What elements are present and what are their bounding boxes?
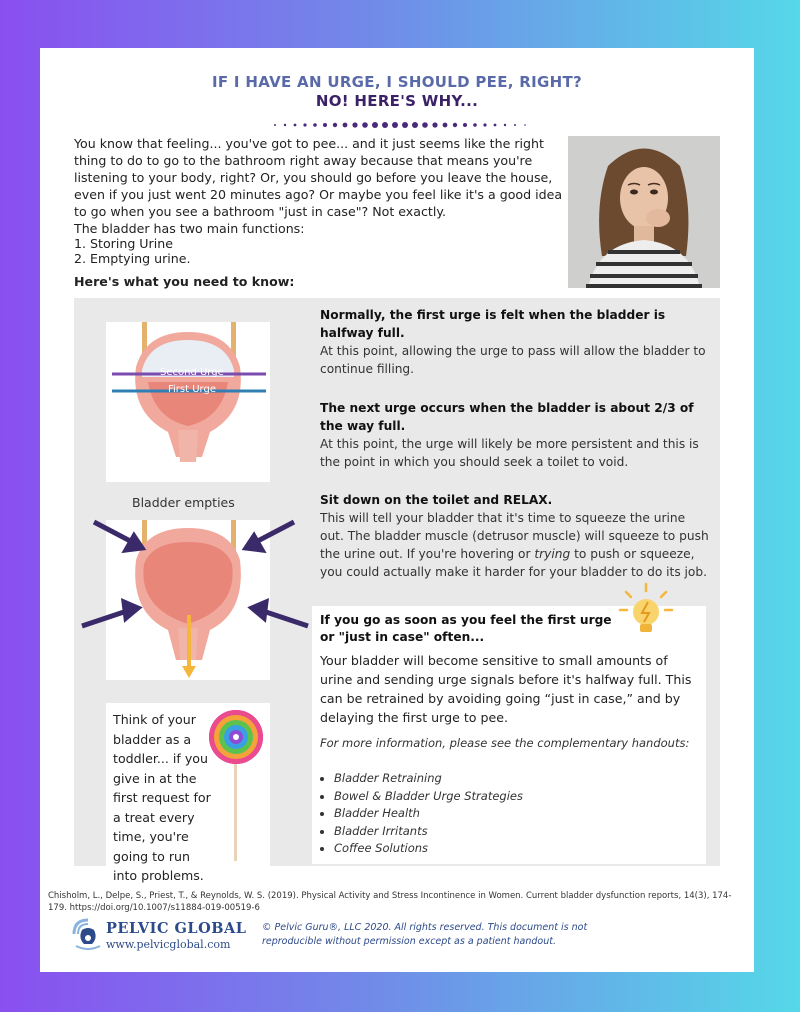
worried-woman-photo <box>568 136 720 288</box>
just-in-case-box <box>312 606 706 864</box>
section-body-post: to push or squeeze, you could actually make it harder for your bladder to do its job. <box>320 547 708 579</box>
intro-text: You know that feeling... you've got to pee... and it just seems like the right thing to do to go to the bathroom right away because that means you're listening to your body, right? Or, you should go before you leave the house, even if you just went 20 minutes ago? Or maybe you feel like it's a good idea to go when you see a bathroom "just in case"? Not exactly. <box>74 136 563 219</box>
section-body: At this point, the urge will likely be more persistent and this is the point in which you should seek a toilet to void. <box>320 437 699 469</box>
list-item: • Bladder Irritants <box>334 823 523 841</box>
list-item: • Coffee Solutions <box>334 840 523 858</box>
urine-arrow-icon <box>182 666 196 678</box>
logo-url: www.pelvicglobal.com <box>106 938 231 951</box>
section-body <box>320 509 712 581</box>
toddler-card <box>106 703 270 883</box>
first-urge-label: First Urge <box>168 384 216 395</box>
dot-divider <box>270 120 530 130</box>
urge-box-heading: If you go as soon as you feel the first urge or "just in case" often... <box>320 613 612 644</box>
bladder-filling-diagram-card <box>106 322 270 482</box>
bladder-empties-label: Bladder empties <box>132 495 235 510</box>
bladder-filling-diagram <box>106 322 270 482</box>
lollipop-icon <box>206 707 266 867</box>
section-relax <box>320 491 712 581</box>
urge-box-body: Your bladder will become sensitive to small amounts of urine and sending urge signals before it's halfway full. This can be retrained by avoiding going “just in case,” and by delaying the first urge to pee. <box>320 653 692 725</box>
section-heading: Normally, the first urge is felt when the bladder is halfway full. <box>320 308 666 340</box>
logo-name: PELVIC GLOBAL <box>106 920 247 937</box>
intro-paragraph <box>74 135 569 228</box>
function-item: 2. Emptying urine. <box>74 251 191 266</box>
citation: Chisholm, L., Delpe, S., Priest, T., & Reynolds, W. S. (2019). Physical Activity and Stress Incontinence in Women. Current bladder dysfunction reports, 14(3), 174-179. https://doi.org/10.1007/s11884-019-00519-6 <box>48 891 732 913</box>
function-item: 1. Storing Urine <box>74 236 173 251</box>
section-body: At this point, allowing the urge to pass will allow the bladder to continue filling. <box>320 344 706 376</box>
second-urge-label: Second Urge <box>160 367 224 378</box>
more-info-text: For more information, please see the complementary handouts: <box>320 736 690 750</box>
squeeze-arrows-icon <box>80 508 310 638</box>
list-item: • Bladder Health <box>334 805 523 823</box>
section-next-urge <box>320 399 712 471</box>
functions-intro: The bladder has two main functions: <box>74 221 305 236</box>
list-item: • Bladder Retraining <box>334 770 523 788</box>
copyright-notice: © Pelvic Guru®, LLC 2020. All rights reserved. This document is not reproducible without permission except as a patient handout. <box>262 922 588 947</box>
section-first-urge <box>320 306 712 378</box>
list-item: • Bowel & Bladder Urge Strategies <box>334 788 523 806</box>
handout-page <box>40 48 754 972</box>
section-heading: The next urge occurs when the bladder is about 2/3 of the way full. <box>320 401 694 433</box>
handout-list <box>320 770 523 858</box>
pelvic-global-logo-icon <box>70 916 106 952</box>
section-body-pre: This will tell your bladder that it's time to squeeze the urine out. The bladder muscle (detrusor muscle) will squeeze to push the urine out. If you're hovering or <box>320 511 709 561</box>
section-heading: Sit down on the toilet and RELAX. <box>320 493 553 507</box>
lightbulb-icon <box>618 582 674 640</box>
title-line-1: IF I HAVE AN URGE, I SHOULD PEE, RIGHT? <box>211 73 583 91</box>
know-heading: Here's what you need to know: <box>74 274 295 289</box>
title-line-2: NO! HERE'S WHY... <box>315 92 479 110</box>
toddler-text: Think of your bladder as a toddler... if you give in at the first request for a treat every time, you're going to run into problems. <box>113 712 211 883</box>
section-body-em: trying <box>534 547 571 561</box>
bladder-functions <box>74 221 304 266</box>
